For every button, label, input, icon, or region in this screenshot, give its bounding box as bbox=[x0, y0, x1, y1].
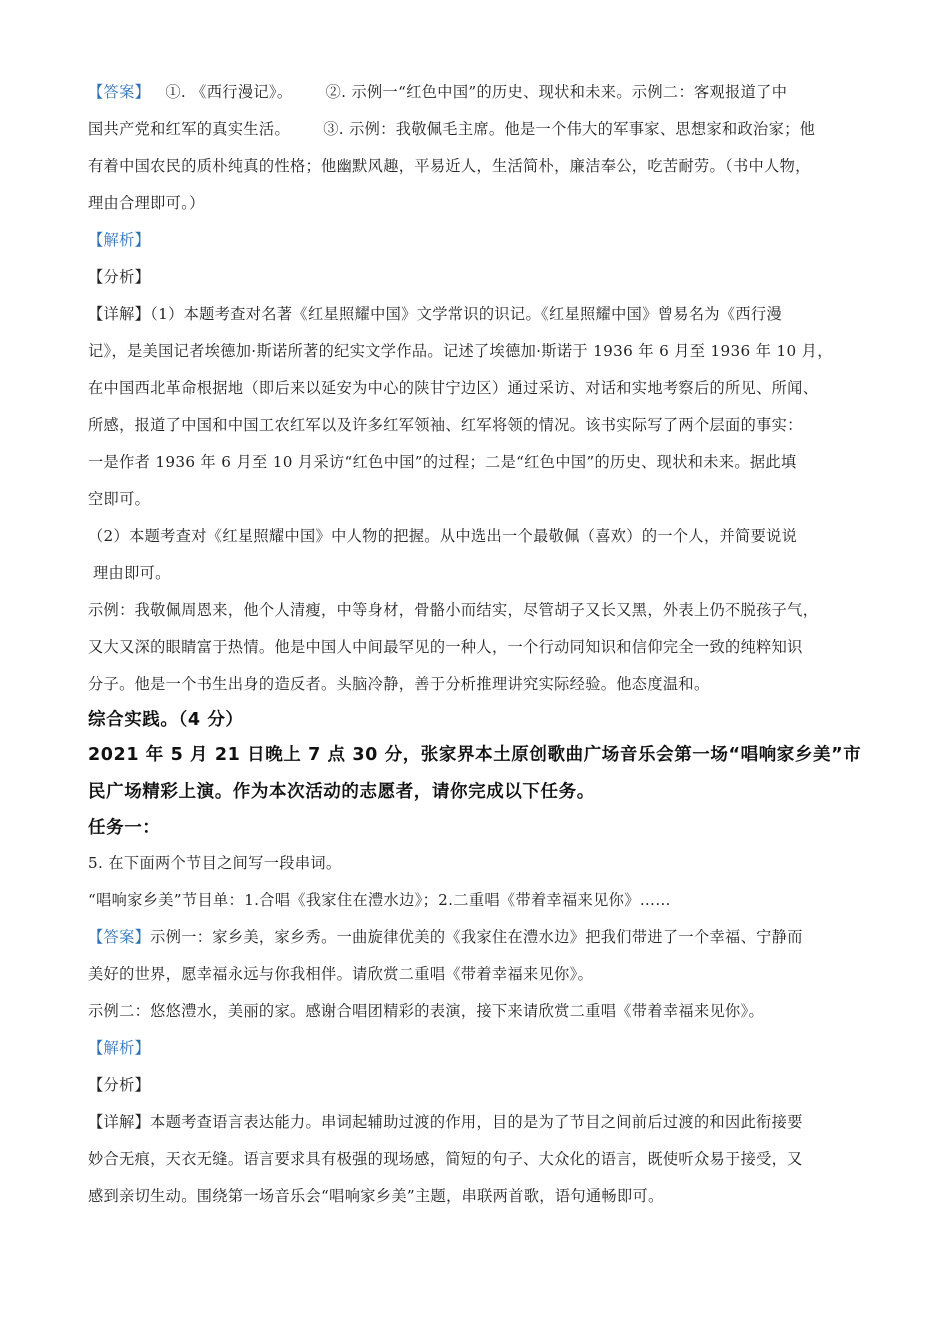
q4-example-line-1: 示例：我敬佩周恩来，他个人清瘦，中等身材，骨骼小而结实，尽管胡子又长又黑，外表上仍不脱孩子气， bbox=[88, 601, 819, 619]
section-heading: 综合实践。（4 分） bbox=[88, 710, 244, 730]
q5-answer-text-1: 示例一：家乡美，家乡秀。一曲旋律优美的《我家住在澧水边》把我们带进了一个幸福、宁静而 bbox=[150, 928, 803, 946]
q4-answer-part-1: ①. 《西行漫记》。 bbox=[165, 83, 293, 101]
q4-answer-line-2 bbox=[88, 111, 878, 148]
q5-fenxi-label: 【分析】 bbox=[88, 1076, 151, 1094]
section-intro-line-1: 2021 年 5 月 21 日晚上 7 点 30 分，张家界本土原创歌曲广场音乐会第一场“唱响家乡美”市 bbox=[88, 745, 862, 765]
q4-detail-line-5: 一是作者 1936 年 6 月至 10 月采访“红色中国”的过程；二是“红色中国”的历史、现状和未来。据此填 bbox=[88, 453, 797, 471]
q4-detail-line-7: （2）本题考查对《红星照耀中国》中人物的把握。从中选出一个最敬佩（喜欢）的一个人，并简要说说 bbox=[88, 527, 798, 545]
q4-detail-line-3: 在中国西北革命根据地（即后来以延安为中心的陕甘宁边区）通过采访、对话和实地考察后的所见、所闻、 bbox=[88, 379, 819, 397]
answer-tag: 【答案】 bbox=[88, 83, 151, 101]
q5-detail-text-1: 本题考查语言表达能力。串词起辅助过渡的作用，目的是为了节目之间前后过渡的和因此衔接要 bbox=[150, 1113, 803, 1131]
q4-detail-line-2: 记》，是美国记者埃德加·斯诺所著的纪实文学作品。记述了埃德加·斯诺于 1936 年 6 月至 1936 年 10 月， bbox=[88, 342, 833, 360]
q4-detail-line-1 bbox=[88, 296, 878, 333]
document-page bbox=[88, 74, 878, 1215]
q4-answer-line-4: 理由合理即可。） bbox=[88, 194, 205, 212]
q4-answer-part-2-cont: 国共产党和红军的真实生活。 bbox=[88, 120, 290, 138]
detail-tag: 【详解】 bbox=[88, 1113, 151, 1131]
q4-example-line-3: 分子。他是一个书生出身的造反者。头脑冷静，善于分析推理讲究实际经验。他态度温和。 bbox=[88, 675, 710, 693]
detail-tag: 【详解】 bbox=[88, 305, 151, 323]
task-heading: 任务一： bbox=[88, 818, 161, 838]
q5-jiexi-tag: 【解析】 bbox=[88, 1039, 151, 1057]
q4-jiexi-tag: 【解析】 bbox=[88, 231, 151, 249]
q5-detail-line-1 bbox=[88, 1104, 878, 1141]
q4-answer-part-3: ③. 示例：我敬佩毛主席。他是一个伟大的军事家、思想家和政治家；他 bbox=[323, 120, 816, 138]
answer-tag: 【答案】 bbox=[88, 928, 151, 946]
q5-answer-line-2: 美好的世界，愿幸福永远与你我相伴。请欣赏二重唱《带着幸福来见你》。 bbox=[88, 965, 594, 983]
q4-fenxi-label: 【分析】 bbox=[88, 268, 151, 286]
q4-detail-text-1: （1）本题考查对名著《红星照耀中国》文学常识的识记。《红星照耀中国》曾易名为《西行漫 bbox=[150, 305, 783, 323]
q5-detail-line-2: 妙合无痕，天衣无缝。语言要求具有极强的现场感，简短的句子、大众化的语言，既使听众易于接受，又 bbox=[88, 1150, 803, 1168]
q5-question: 5. 在下面两个节目之间写一段串词。 bbox=[88, 854, 342, 872]
q4-answer-part-2: ②. 示例一“红色中国”的历史、现状和未来。示例二：客观报道了中 bbox=[325, 83, 788, 101]
q5-programme: “唱响家乡美”节目单：1.合唱《我家住在澧水边》；2.二重唱《带着幸福来见你》…… bbox=[88, 891, 671, 909]
q4-detail-line-8: 理由即可。 bbox=[93, 564, 171, 582]
q4-detail-line-4: 所感，报道了中国和中国工农红军以及许多红军领袖、红军将领的情况。该书实际写了两个层面的事实： bbox=[88, 416, 803, 434]
q5-answer-line-1 bbox=[88, 919, 878, 956]
q4-answer-line-1 bbox=[88, 74, 878, 111]
q5-detail-line-3: 感到亲切生动。围绕第一场音乐会“唱响家乡美”主题，串联两首歌，语句通畅即可。 bbox=[88, 1187, 664, 1205]
q4-example-line-2: 又大又深的眼睛富于热情。他是中国人中间最罕见的一种人，一个行动同知识和信仰完全一致的纯粹知识 bbox=[88, 638, 803, 656]
q5-answer-line-3: 示例二：悠悠澧水，美丽的家。感谢合唱团精彩的表演，接下来请欣赏二重唱《带着幸福来见你》。 bbox=[88, 1002, 765, 1020]
section-intro-line-2: 民广场精彩上演。作为本次活动的志愿者，请你完成以下任务。 bbox=[88, 782, 595, 802]
q4-answer-line-3: 有着中国农民的质朴纯真的性格；他幽默风趣，平易近人，生活简朴，廉洁奉公，吃苦耐劳。（书中人物， bbox=[88, 157, 811, 175]
q4-detail-line-6: 空即可。 bbox=[88, 490, 151, 508]
